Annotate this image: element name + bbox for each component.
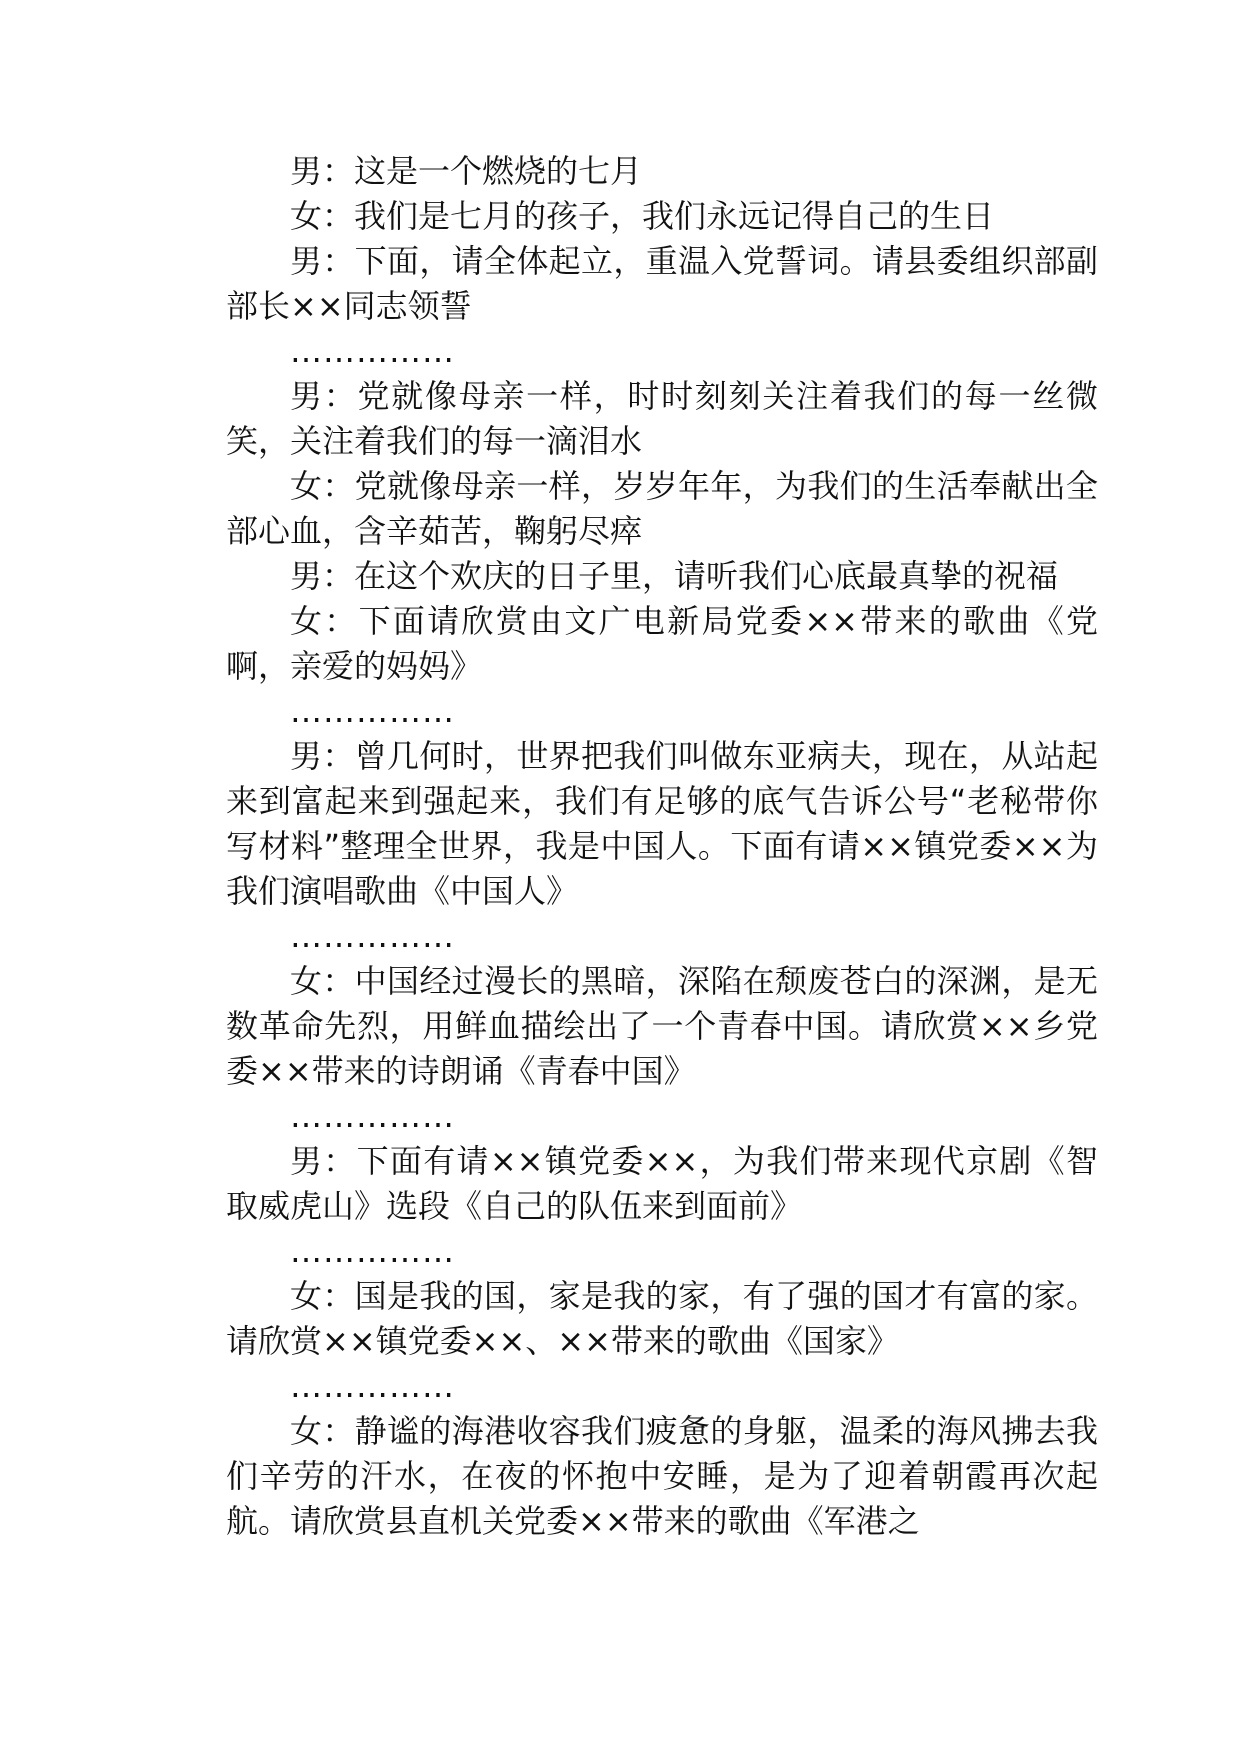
paragraph-1: 男：这是一个燃烧的七月 (290, 152, 643, 190)
paragraph-9: 女：中国经过漫长的黑暗，深陷在颓废苍白的深渊，是无数革命先烈，用鲜血描绘出了一个青春中国。请欣赏××乡党委××带来的诗朗诵《青春中国》 (226, 962, 1098, 1090)
ellipsis-separator-5: …………… (290, 1232, 455, 1270)
paragraph-10: 男：下面有请××镇党委××，为我们带来现代京剧《智取威虎山》选段《自己的队伍来到面前》 (226, 1142, 1098, 1225)
paragraph-12: 女：静谧的海港收容我们疲惫的身躯，温柔的海风拂去我们辛劳的汗水，在夜的怀抱中安睡，是为了迎着朝霞再次起航。请欣赏县直机关党委××带来的歌曲《军港之 (226, 1412, 1098, 1540)
paragraph-3: 男：下面，请全体起立，重温入党誓词。请县委组织部副部长××同志领誓 (226, 242, 1098, 325)
paragraph-2: 女：我们是七月的孩子，我们永远记得自己的生日 (290, 197, 995, 235)
document-body (226, 149, 1098, 1544)
paragraph-7: 女：下面请欣赏由文广电新局党委××带来的歌曲《党啊，亲爱的妈妈》 (226, 602, 1098, 685)
ellipsis-separator-3: …………… (290, 917, 455, 955)
ellipsis-separator-6: …………… (290, 1367, 455, 1405)
ellipsis-separator-4: …………… (290, 1097, 455, 1135)
paragraph-11: 女：国是我的国，家是我的家，有了强的国才有富的家。请欣赏××镇党委××、××带来的歌曲《国家》 (226, 1277, 1098, 1360)
paragraph-4: 男：党就像母亲一样，时时刻刻关注着我们的每一丝微笑，关注着我们的每一滴泪水 (226, 377, 1098, 460)
paragraph-6: 男：在这个欢庆的日子里，请听我们心底最真挚的祝福 (290, 557, 1059, 595)
paragraph-5: 女：党就像母亲一样，岁岁年年，为我们的生活奉献出全部心血，含辛茹苦，鞠躬尽瘁 (226, 467, 1098, 550)
ellipsis-separator-1: …………… (290, 332, 455, 370)
paragraph-8: 男：曾几何时，世界把我们叫做东亚病夫，现在，从站起来到富起来到强起来，我们有足够的底气告诉公号“老秘带你写材料”整理全世界，我是中国人。下面有请××镇党委××为我们演唱歌曲《中国人》 (226, 737, 1098, 910)
ellipsis-separator-2: …………… (290, 692, 455, 730)
